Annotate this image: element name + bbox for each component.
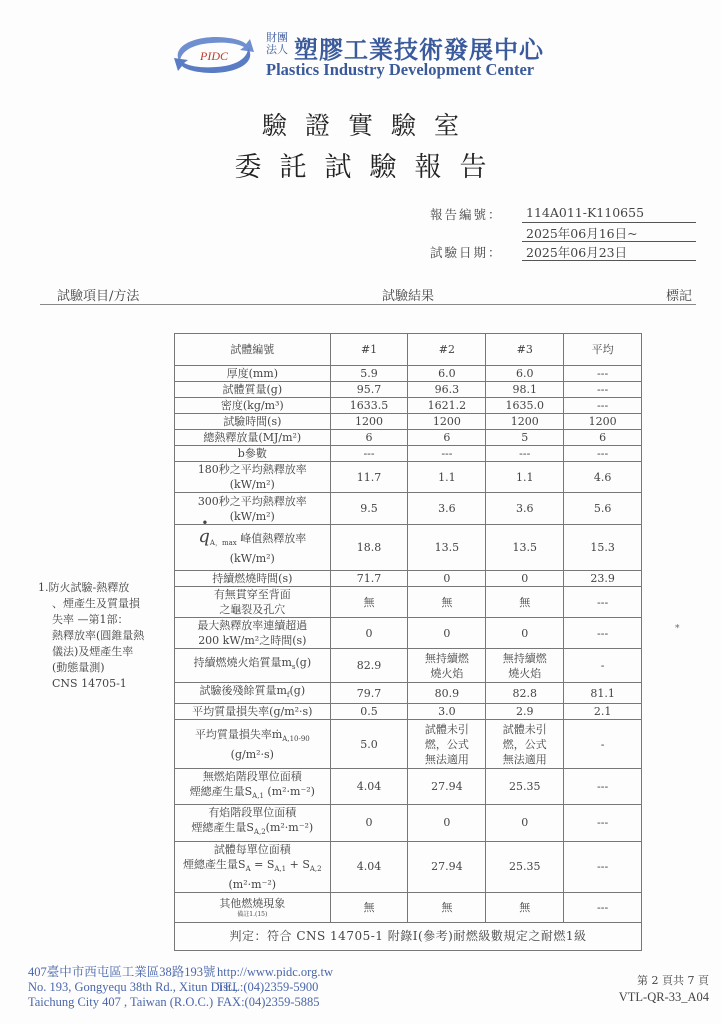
footer-page-info bbox=[619, 972, 709, 1006]
value-cell: 1200 bbox=[330, 414, 408, 430]
value-cell: 無 bbox=[408, 892, 486, 922]
row-label: 密度(kg/m³) bbox=[175, 398, 331, 414]
table-row bbox=[175, 462, 642, 493]
row-label: 平均質量損失率(g/m²·s) bbox=[175, 704, 331, 720]
address-en-line1: No. 193, Gongyequ 38th Rd., Xitun Dist., bbox=[28, 980, 238, 994]
website-link[interactable]: http://www.pidc.org.tw bbox=[217, 965, 333, 979]
row-label: 試驗時間(s) bbox=[175, 414, 331, 430]
value-cell: 3.6 bbox=[408, 493, 486, 525]
label-subscript: s bbox=[291, 663, 296, 672]
row-label-line1: 180秒之平均熱釋放率 bbox=[197, 463, 307, 476]
row-label-line1: 平均質量損失率ṁ bbox=[194, 727, 283, 741]
row-label: b參數 bbox=[175, 446, 331, 462]
header-cell: #1 bbox=[330, 334, 408, 366]
value-cell: 25.35 bbox=[486, 769, 564, 805]
q-dot-symbol: • q bbox=[198, 526, 210, 547]
value-cell: 3.0 bbox=[408, 704, 486, 720]
row-label-line2: (kW/m²) bbox=[229, 552, 275, 566]
results-table bbox=[174, 333, 642, 951]
row-label bbox=[175, 462, 331, 493]
report-number-label: 報告編號： bbox=[430, 207, 503, 222]
value-cell: 1200 bbox=[408, 414, 486, 430]
table-header-row bbox=[175, 334, 642, 366]
value-cell: 試體未引燃，公式無法適用 bbox=[408, 720, 486, 769]
value-cell: 0 bbox=[330, 805, 408, 841]
value-cell: 79.7 bbox=[330, 683, 408, 704]
value-cell: 4.6 bbox=[564, 462, 642, 493]
mark-asterisk: * bbox=[675, 624, 680, 634]
row-label: 持續燃燒時間(s) bbox=[175, 571, 331, 587]
row-label bbox=[175, 720, 331, 769]
value-cell: 96.3 bbox=[408, 382, 486, 398]
letterhead bbox=[166, 26, 556, 82]
value-cell: 6.0 bbox=[408, 366, 486, 382]
method-line: CNS 14705-1 bbox=[52, 677, 127, 690]
value-cell: 23.9 bbox=[564, 571, 642, 587]
org-type-line1: 財團 bbox=[266, 31, 288, 44]
value-cell: --- bbox=[564, 366, 642, 382]
report-number: 114A011-K110655 bbox=[522, 205, 696, 223]
row-label-line2: (kW/m²) bbox=[229, 478, 275, 491]
form-code: VTL-QR-33_A04 bbox=[618, 990, 709, 1004]
value-cell: 1200 bbox=[486, 414, 564, 430]
label-subscript: A,2 bbox=[253, 828, 266, 837]
value-cell: 11.7 bbox=[330, 462, 408, 493]
value-cell: 5.6 bbox=[564, 493, 642, 525]
table-row bbox=[175, 382, 642, 398]
test-method bbox=[38, 580, 168, 692]
value-cell: --- bbox=[330, 446, 408, 462]
value-cell: 無 bbox=[486, 587, 564, 618]
value-cell: 無 bbox=[408, 587, 486, 618]
value-cell: 0 bbox=[486, 618, 564, 649]
value-cell: 0 bbox=[486, 805, 564, 841]
test-date-start: 2025年06月16日~ bbox=[522, 224, 696, 242]
row-label-line2: 煙總產生量S bbox=[183, 857, 246, 871]
value-cell: 5.0 bbox=[330, 720, 408, 769]
value-cell: 13.5 bbox=[486, 525, 564, 571]
value-cell: 0 bbox=[330, 618, 408, 649]
header-cell: 平均 bbox=[564, 334, 642, 366]
header-test-result: 試驗結果 bbox=[382, 289, 435, 304]
address-cn: 407臺中市西屯區工業區38路193號 bbox=[28, 965, 216, 979]
row-label-line1: 試體每單位面積 bbox=[213, 842, 291, 856]
row-label-line1: 有無貫穿至背面 bbox=[213, 588, 291, 601]
value-cell: 無持續燃燒火焰 bbox=[486, 649, 564, 683]
value-cell: 82.8 bbox=[486, 683, 564, 704]
value-cell: 27.94 bbox=[408, 769, 486, 805]
value-cell: 0 bbox=[408, 571, 486, 587]
row-label: 厚度(mm) bbox=[175, 366, 331, 382]
value-cell: --- bbox=[486, 446, 564, 462]
row-label-line2: 煙總產生量S bbox=[189, 785, 253, 799]
value-cell: 無 bbox=[330, 892, 408, 922]
value-cell: 71.7 bbox=[330, 571, 408, 587]
row-label bbox=[175, 649, 331, 683]
value-cell: 0 bbox=[408, 618, 486, 649]
footer-address bbox=[28, 965, 238, 1010]
table-row bbox=[175, 525, 642, 571]
table-row bbox=[175, 618, 642, 649]
report-title: 委託試驗報告 bbox=[234, 152, 505, 183]
label-unit: (m²·m⁻²) bbox=[265, 821, 314, 835]
label-subscript: f bbox=[286, 691, 290, 700]
row-label-text: 試驗後殘餘質量m bbox=[199, 684, 287, 697]
symbol-subscript: A，max bbox=[209, 539, 237, 548]
label-subscript: A bbox=[245, 864, 251, 873]
value-cell: 1633.5 bbox=[330, 398, 408, 414]
value-cell: 9.5 bbox=[330, 493, 408, 525]
label-unit: (g) bbox=[289, 684, 306, 697]
row-label bbox=[175, 493, 331, 525]
method-line: 失率 —第1部： bbox=[52, 613, 129, 626]
label-unit: (m²·m⁻²) bbox=[263, 785, 315, 799]
value-cell: --- bbox=[408, 446, 486, 462]
test-date-start-row bbox=[430, 222, 695, 241]
value-cell: --- bbox=[564, 892, 642, 922]
label-subscript: A,1 bbox=[274, 864, 287, 873]
value-cell: 1200 bbox=[564, 414, 642, 430]
value-cell: 2.1 bbox=[564, 704, 642, 720]
table-row bbox=[175, 769, 642, 805]
value-cell: --- bbox=[564, 398, 642, 414]
row-label-line1: 無燃焰階段單位面積 bbox=[202, 770, 302, 784]
footer-contact bbox=[217, 965, 333, 1010]
test-date-end: 2025年06月23日 bbox=[522, 243, 696, 261]
table-row bbox=[175, 587, 642, 618]
verdict: 判定：符合 CNS 14705-1 附錄I(參考)耐燃級數規定之耐燃1級 bbox=[175, 922, 642, 950]
table-row bbox=[175, 649, 642, 683]
header-cell: #3 bbox=[486, 334, 564, 366]
report-meta bbox=[430, 203, 695, 260]
header-cell: #2 bbox=[408, 334, 486, 366]
table-row bbox=[175, 446, 642, 462]
org-type-line2: 法人 bbox=[266, 43, 288, 56]
table-row bbox=[175, 366, 642, 382]
table-row bbox=[175, 430, 642, 446]
table-row bbox=[175, 892, 642, 922]
value-cell: 1.1 bbox=[408, 462, 486, 493]
value-cell: 無 bbox=[330, 587, 408, 618]
method-line: 1.防火試驗-熱釋放 bbox=[38, 581, 130, 594]
label-subscript: A,10-90 bbox=[282, 734, 310, 743]
value-cell: 5.9 bbox=[330, 366, 408, 382]
value-cell: 27.94 bbox=[408, 841, 486, 892]
value-cell: 15.3 bbox=[564, 525, 642, 571]
row-label bbox=[175, 892, 331, 922]
method-line: (動態量測) bbox=[52, 661, 105, 674]
row-label-line2: (g/m²·s) bbox=[230, 747, 274, 761]
test-date-row bbox=[430, 241, 695, 260]
row-label bbox=[175, 618, 331, 649]
row-label-text: 持續燃燒火焰質量m bbox=[193, 656, 292, 670]
value-cell: 2.9 bbox=[486, 704, 564, 720]
row-label-line1: 其他燃燒現象 bbox=[219, 896, 286, 910]
value-cell: 0 bbox=[486, 571, 564, 587]
table-row bbox=[175, 414, 642, 430]
telephone: TEL:(04)2359-5900 bbox=[217, 980, 319, 994]
value-cell: 0 bbox=[408, 805, 486, 841]
row-label bbox=[175, 841, 331, 892]
label-operator: = S bbox=[250, 857, 275, 871]
section-headers bbox=[40, 283, 696, 305]
table-row bbox=[175, 841, 642, 892]
logo-text: PIDC bbox=[200, 49, 228, 63]
value-cell: 6 bbox=[330, 430, 408, 446]
page-number: 第 2 頁共 7 頁 bbox=[637, 974, 709, 987]
org-name-en: Plastics Industry Development Center bbox=[266, 60, 535, 79]
value-cell: 13.5 bbox=[408, 525, 486, 571]
table-row bbox=[175, 493, 642, 525]
address-en-line2: Taichung City 407 , Taiwan (R.O.C.) bbox=[28, 995, 214, 1009]
row-label-line2: 200 kW/m²之時間(s) bbox=[198, 634, 307, 647]
value-cell: 0.5 bbox=[330, 704, 408, 720]
lab-title: 驗證實驗室 bbox=[261, 111, 477, 140]
method-line: 、煙產生及質量損 bbox=[52, 597, 140, 610]
value-cell: 3.6 bbox=[486, 493, 564, 525]
table-row bbox=[175, 683, 642, 704]
value-cell: 無持續燃燒火焰 bbox=[408, 649, 486, 683]
test-date-label: 試驗日期： bbox=[430, 245, 503, 260]
org-type bbox=[266, 32, 292, 56]
row-label bbox=[175, 525, 331, 571]
value-cell: 98.1 bbox=[486, 382, 564, 398]
value-cell: - bbox=[564, 649, 642, 683]
row-label-line2: 煙總產生量S bbox=[191, 821, 254, 835]
value-cell: 95.7 bbox=[330, 382, 408, 398]
value-cell: 5 bbox=[486, 430, 564, 446]
header-cell: 試體編號 bbox=[175, 334, 331, 366]
row-label-note: 備註1.(15) bbox=[237, 910, 268, 918]
row-label bbox=[175, 769, 331, 805]
value-cell: - bbox=[564, 720, 642, 769]
table-row bbox=[175, 571, 642, 587]
value-cell: 1.1 bbox=[486, 462, 564, 493]
value-cell: 25.35 bbox=[486, 841, 564, 892]
org-name-cn: 塑膠工業技術發展中心 bbox=[294, 36, 544, 64]
label-subscript: A,1 bbox=[252, 792, 264, 801]
label-operator: + S bbox=[286, 857, 310, 871]
value-cell: 80.9 bbox=[408, 683, 486, 704]
value-cell: 1621.2 bbox=[408, 398, 486, 414]
row-label bbox=[175, 805, 331, 841]
row-label: 試體質量(g) bbox=[175, 382, 331, 398]
row-label-line2: (kW/m²) bbox=[229, 509, 275, 523]
value-cell: 18.8 bbox=[330, 525, 408, 571]
value-cell: 6 bbox=[408, 430, 486, 446]
header-test-item: 試驗項目/方法 bbox=[57, 289, 140, 304]
value-cell: --- bbox=[564, 587, 642, 618]
table-row bbox=[175, 704, 642, 720]
table-row bbox=[175, 805, 642, 841]
report-number-row bbox=[430, 203, 695, 222]
row-label bbox=[175, 683, 331, 704]
value-cell: --- bbox=[564, 841, 642, 892]
value-cell: --- bbox=[564, 618, 642, 649]
value-cell: 6.0 bbox=[486, 366, 564, 382]
value-cell: --- bbox=[564, 769, 642, 805]
value-cell: --- bbox=[564, 382, 642, 398]
value-cell: 試體未引燃，公式無法適用 bbox=[486, 720, 564, 769]
value-cell: 6 bbox=[564, 430, 642, 446]
value-cell: 81.1 bbox=[564, 683, 642, 704]
verdict-row bbox=[175, 922, 642, 950]
row-label-line1: 最大熱釋放率連續超過 bbox=[197, 619, 308, 632]
row-label-line3: (m²·m⁻²) bbox=[228, 877, 277, 891]
row-label: 總熱釋放量(MJ/m²) bbox=[175, 430, 331, 446]
method-line: 熱釋放率(圓錐量熱 bbox=[52, 629, 145, 642]
header-mark: 標記 bbox=[665, 289, 692, 304]
value-cell: --- bbox=[564, 805, 642, 841]
fax: FAX:(04)2359-5885 bbox=[217, 995, 320, 1009]
row-label-line1: 峰值熱釋放率 bbox=[240, 531, 307, 545]
row-label-line1: 300秒之平均熱釋放率 bbox=[197, 494, 307, 508]
value-cell: 1635.0 bbox=[486, 398, 564, 414]
table-row bbox=[175, 398, 642, 414]
value-cell: 無 bbox=[486, 892, 564, 922]
row-label-line2: 之龜裂及孔穴 bbox=[219, 603, 286, 616]
value-cell: 4.04 bbox=[330, 841, 408, 892]
value-cell: 4.04 bbox=[330, 769, 408, 805]
value-cell: 82.9 bbox=[330, 649, 408, 683]
label-unit: (g) bbox=[295, 656, 312, 670]
method-line: 儀法)及煙產生率 bbox=[52, 645, 134, 658]
pidc-logo bbox=[166, 32, 262, 78]
row-label-line1: 有焰階段單位面積 bbox=[208, 806, 297, 820]
label-subscript: A,2 bbox=[309, 864, 322, 873]
value-cell: --- bbox=[564, 446, 642, 462]
table-row bbox=[175, 720, 642, 769]
row-label bbox=[175, 587, 331, 618]
